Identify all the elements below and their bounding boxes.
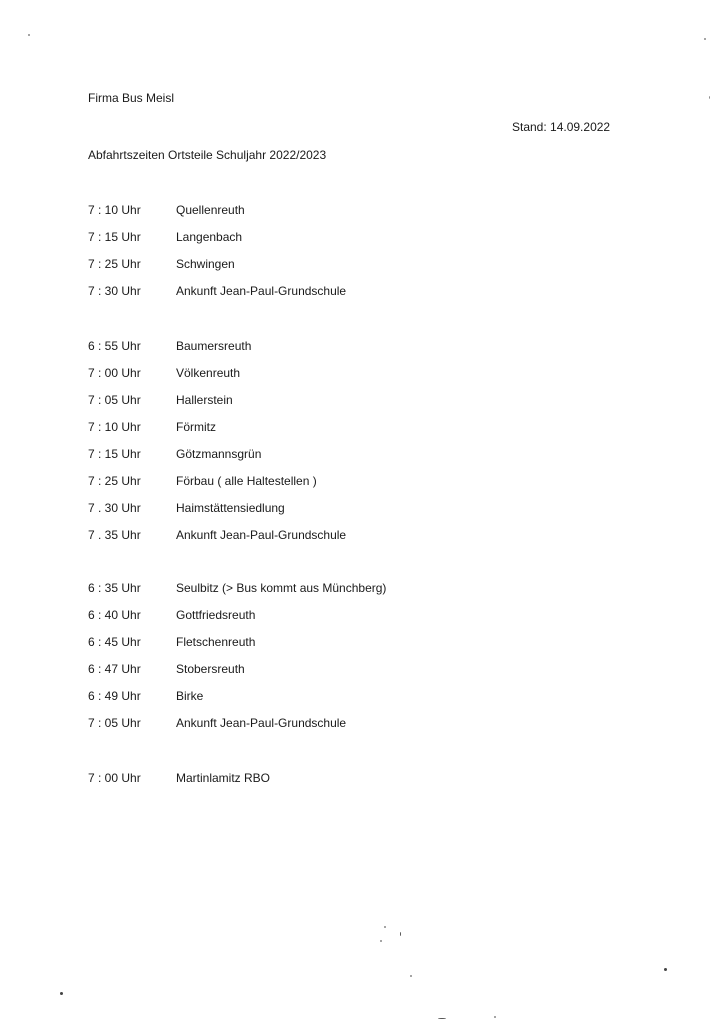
stop-name: Förbau ( alle Haltestellen ) [176,473,317,488]
schedule-row [88,386,508,413]
departure-time: 6 : 49 Uhr [88,688,141,703]
departure-time: 6 : 40 Uhr [88,607,141,622]
stop-name: Baumersreuth [176,338,252,353]
scan-speck [400,932,401,936]
stop-name: Götzmannsgrün [176,446,262,461]
departure-time: 7 . 35 Uhr [88,527,141,542]
schedule-row [88,440,508,467]
stop-name: Seulbitz (> Bus kommt aus Münchberg) [176,580,387,595]
schedule-row [88,413,508,440]
schedule-row [88,709,508,736]
departure-time: 6 : 55 Uhr [88,338,141,353]
scan-speck [380,940,382,942]
scan-speck [704,38,706,40]
departure-time: 7 : 15 Uhr [88,229,141,244]
scan-speck [384,926,386,928]
route-block-4 [88,764,508,791]
stop-name: Ankunft Jean-Paul-Grundschule [176,527,347,542]
stop-name: Hallerstein [176,392,233,407]
scan-speck [494,1016,496,1018]
departure-time: 7 : 15 Uhr [88,446,141,461]
schedule-row [88,359,508,386]
departure-time: 7 : 25 Uhr [88,256,141,271]
schedule-row [88,628,508,655]
schedule-row [88,467,508,494]
route-block-2 [88,332,508,548]
departure-time: 6 : 47 Uhr [88,661,141,676]
schedule-row [88,521,508,548]
departure-time: 6 : 45 Uhr [88,634,141,649]
schedule-row [88,223,508,250]
scan-speck [438,1018,446,1019]
route-block-1 [88,196,508,304]
company-name: Firma Bus Meisl [88,91,175,105]
schedule-row [88,332,508,359]
stop-name: Fletschenreuth [176,634,256,649]
scan-speck [664,968,667,971]
schedule-row [88,655,508,682]
schedule-row [88,277,508,304]
stop-name: Ankunft Jean-Paul-Grundschule [176,715,347,730]
schedule-row [88,196,508,223]
scan-speck [60,992,63,995]
route-block-3 [88,574,508,736]
stop-name: Birke [176,688,204,703]
stop-name: Quellenreuth [176,202,245,217]
schedule-row [88,764,508,791]
departure-time: 7 : 30 Uhr [88,283,141,298]
stand-date: Stand: 14.09.2022 [512,120,611,134]
scan-speck [410,975,412,977]
stop-name: Völkenreuth [176,365,241,380]
departure-time: 7 : 25 Uhr [88,473,141,488]
schedule-row [88,574,508,601]
stop-name: Gottfriedsreuth [176,607,256,622]
stop-name: Schwingen [176,256,235,271]
schedule-row [88,601,508,628]
scan-speck [28,34,30,36]
stop-name: Stobersreuth [176,661,245,676]
departure-time: 7 : 05 Uhr [88,392,141,407]
document-subtitle: Abfahrtszeiten Ortsteile Schuljahr 2022/2023 [88,148,327,162]
schedule-row [88,682,508,709]
stop-name: Haimstättensiedlung [176,500,285,515]
departure-time: 6 : 35 Uhr [88,580,141,595]
departure-time: 7 : 00 Uhr [88,770,141,785]
stop-name: Langenbach [176,229,243,244]
stop-name: Förmitz [176,419,216,434]
schedule-row [88,250,508,277]
departure-time: 7 : 10 Uhr [88,202,141,217]
schedule-row [88,494,508,521]
departure-time: 7 . 30 Uhr [88,500,141,515]
departure-time: 7 : 00 Uhr [88,365,141,380]
stop-name: Ankunft Jean-Paul-Grundschule [176,283,347,298]
departure-time: 7 : 10 Uhr [88,419,141,434]
departure-time: 7 : 05 Uhr [88,715,141,730]
scan-speck [709,96,710,99]
stop-name: Martinlamitz RBO [176,770,271,785]
